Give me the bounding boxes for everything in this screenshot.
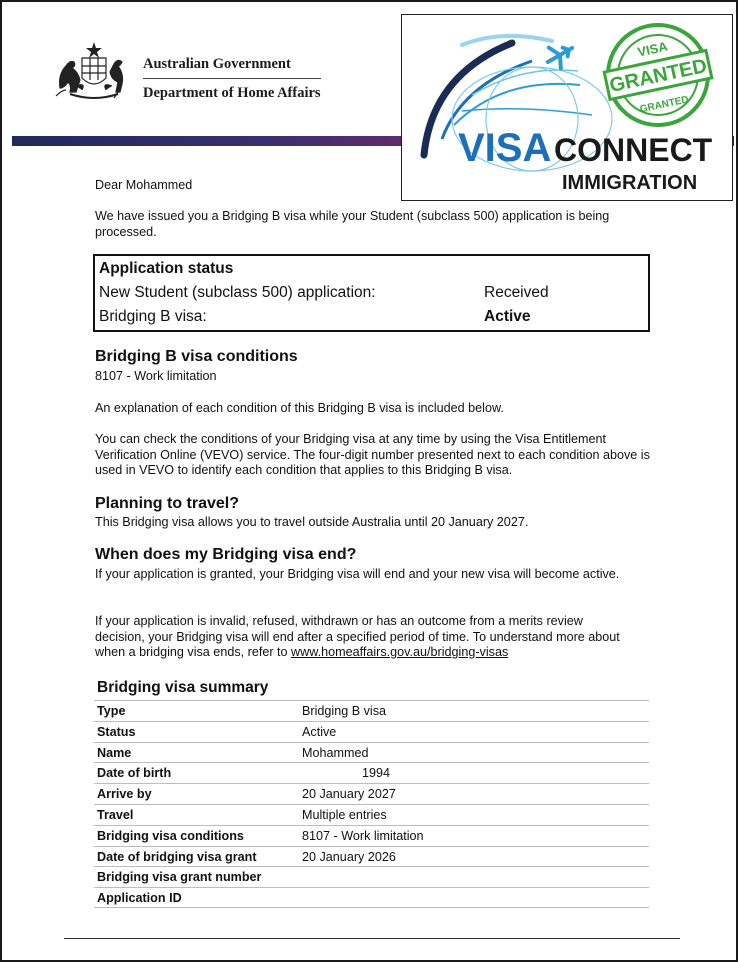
status-row-label: New Student (subclass 500) application:	[99, 284, 376, 301]
intro-paragraph: We have issued you a Bridging B visa while your Student (subclass 500) application is being processed.	[95, 209, 610, 239]
table-row	[94, 762, 649, 783]
status-row-value: Active	[484, 308, 531, 325]
summary-table	[94, 700, 649, 908]
conditions-explanation: An explanation of each condition of this Bridging B visa is included below.	[95, 401, 504, 415]
table-row	[94, 887, 649, 908]
row-label: Status	[97, 724, 136, 739]
footer-divider	[64, 938, 680, 939]
bridging-visas-link[interactable]: www.homeaffairs.gov.au/bridging-visas	[291, 645, 509, 660]
government-branding	[143, 56, 323, 102]
table-row	[94, 783, 649, 804]
visa-end-paragraph-2	[95, 614, 635, 661]
row-label: Arrive by	[97, 787, 152, 802]
summary-title: Bridging visa summary	[97, 679, 269, 696]
airplane-icon	[542, 38, 578, 73]
row-label: Bridging visa conditions	[97, 828, 244, 843]
table-row	[94, 742, 649, 763]
row-value: Mohammed	[302, 745, 369, 760]
table-row	[94, 804, 649, 825]
status-title: Application status	[99, 260, 234, 277]
row-label: Bridging visa grant number	[97, 870, 262, 885]
svg-text:IMMIGRATION: IMMIGRATION	[562, 172, 698, 194]
visa-connect-logo	[401, 14, 733, 201]
row-label: Application ID	[97, 891, 182, 906]
table-row	[94, 846, 649, 867]
row-value: Active	[302, 724, 337, 739]
row-label: Type	[97, 704, 126, 718]
travel-heading: Planning to travel?	[95, 495, 240, 512]
greeting: Dear Mohammed	[95, 178, 193, 192]
table-row	[94, 825, 649, 846]
visa-end-paragraph-1: If your application is granted, your Bridging visa will end and your new visa will become active.	[95, 567, 620, 581]
svg-text:VISA: VISA	[458, 126, 552, 170]
table-row	[94, 721, 649, 742]
svg-text:GRANTED: GRANTED	[607, 54, 709, 98]
row-value: 1994	[362, 766, 391, 781]
gov-divider	[143, 78, 321, 79]
visa-connect-logo-graphic	[402, 15, 734, 202]
visa-end-paragraph-2-text: If your application is invalid, refused, withdrawn or has an outcome from a merits review decision, your Bridging visa will end after a specified period of time. To understand more about when a bridging visa ends, refer to	[95, 614, 620, 660]
status-row-label: Bridging B visa:	[99, 308, 207, 325]
gov-title: Australian Government	[143, 56, 291, 72]
row-label: Date of birth	[97, 766, 172, 781]
table-row	[94, 700, 649, 721]
row-label: Date of bridging visa grant	[97, 849, 257, 864]
table-row	[94, 866, 649, 887]
row-value: Multiple entries	[302, 807, 387, 822]
conditions-heading: Bridging B visa conditions	[95, 348, 298, 365]
application-status-box	[93, 254, 650, 332]
row-value: 8107 - Work limitation	[302, 828, 424, 843]
row-value: 20 January 2026	[302, 849, 396, 864]
department-title: Department of Home Affairs	[143, 85, 321, 101]
granted-stamp	[597, 15, 720, 134]
svg-text:CONNECT: CONNECT	[554, 132, 713, 168]
conditions-list: 8107 - Work limitation	[95, 369, 217, 383]
visa-end-heading: When does my Bridging visa end?	[95, 546, 357, 563]
row-value: Bridging B visa	[302, 704, 386, 718]
row-label: Travel	[97, 807, 134, 822]
vevo-paragraph: You can check the conditions of your Bridging visa at any time by using the Visa Entitlement Verification Online (VEVO) service. The four-digit number presented next to each condition above is used in VEVO to identify each condition that applies to this Bridging B visa.	[95, 432, 650, 478]
row-value: 20 January 2027	[302, 787, 396, 802]
status-row-value: Received	[484, 284, 549, 301]
row-label: Name	[97, 745, 132, 760]
travel-text: This Bridging visa allows you to travel outside Australia until 20 January 2027.	[95, 515, 529, 529]
svg-text:GRANTED: GRANTED	[639, 94, 690, 116]
svg-text:VISA: VISA	[636, 38, 669, 60]
coat-of-arms-icon	[52, 40, 136, 102]
